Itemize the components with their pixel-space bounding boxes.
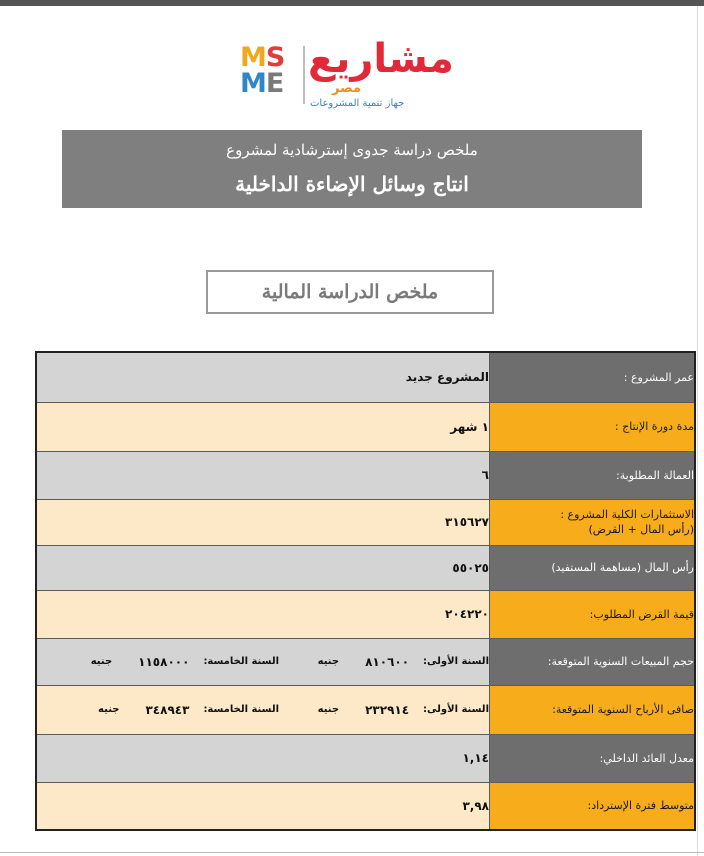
page-edge xyxy=(697,6,698,856)
row-value: ١ شهر xyxy=(36,402,490,451)
logo-letter: M xyxy=(240,68,266,99)
year1-label: السنة الأولى: xyxy=(423,656,489,667)
logo-divider xyxy=(303,46,305,104)
row-label: مدة دورة الإنتاج : xyxy=(490,402,696,451)
page-bottom-line xyxy=(0,852,704,853)
section-title: ملخص الدراسة المالية xyxy=(206,270,494,314)
header-subtitle: ملخص دراسة جدوى إسترشادية لمشروع xyxy=(226,141,478,159)
year1-label: السنة الأولى: xyxy=(423,704,489,715)
table-row xyxy=(36,352,695,402)
logo-letter: E xyxy=(265,68,284,99)
row-label xyxy=(490,499,696,545)
year1-value: ٢٣٢٩١٤ xyxy=(365,702,410,717)
row-value: ١,١٤ xyxy=(36,734,490,782)
row-label-note: (رأس المال + القرض) xyxy=(588,523,694,536)
row-value: ٥٥٠٢٥ xyxy=(36,545,490,590)
table-row xyxy=(36,590,695,638)
logo-subtext: مصر xyxy=(332,81,361,96)
year5-group xyxy=(98,703,279,717)
year5-unit: جنيه xyxy=(90,656,113,667)
row-label: عمر المشروع : xyxy=(490,352,696,402)
row-label: صافى الأرباح السنوية المتوقعة: xyxy=(490,685,696,734)
table-row xyxy=(36,638,695,685)
row-value: ٣,٩٨ xyxy=(36,782,490,830)
table-row xyxy=(36,734,695,782)
msme-logo xyxy=(240,36,470,112)
year5-value: ١١٥٨٠٠٠ xyxy=(138,654,190,669)
row-value: ٢٠٤٢٢٠ xyxy=(36,590,490,638)
year5-unit: جنيه xyxy=(98,704,120,715)
table-row xyxy=(36,685,695,734)
table-row xyxy=(36,451,695,499)
row-value: ٦ xyxy=(36,451,490,499)
header-banner xyxy=(62,130,642,208)
top-bar xyxy=(0,0,704,6)
row-label: قيمة القرض المطلوب: xyxy=(490,590,696,638)
logo-letter: M xyxy=(240,42,266,73)
row-value xyxy=(36,638,490,685)
year5-value: ٣٤٨٩٤٣ xyxy=(145,702,190,717)
year1-unit: جنيه xyxy=(317,656,340,667)
year1-group xyxy=(279,655,489,669)
year1-group xyxy=(279,703,489,717)
row-label: معدل العائد الداخلي: xyxy=(490,734,696,782)
year5-group xyxy=(91,655,279,669)
row-label: العمالة المطلوبة: xyxy=(490,451,696,499)
logo-letter: S xyxy=(265,42,285,73)
row-label-line: الاستثمارات الكلية المشروع : xyxy=(560,508,694,521)
row-value xyxy=(36,685,490,734)
table-row xyxy=(36,782,695,830)
table-row xyxy=(36,402,695,451)
table-row xyxy=(36,545,695,590)
year5-label: السنة الخامسة: xyxy=(203,704,279,715)
row-value: المشروع جديد xyxy=(36,352,490,402)
logo-brand-text: مشاريع xyxy=(308,36,454,82)
year5-label: السنة الخامسة: xyxy=(203,656,279,667)
header-title: انتاج وسائل الإضاءة الداخلية xyxy=(235,172,469,196)
row-value: ٣١٥٦٢٧ xyxy=(36,499,490,545)
year1-unit: جنيه xyxy=(317,704,340,715)
row-label: متوسط فترة الإسترداد: xyxy=(490,782,696,830)
msme-letters xyxy=(240,42,298,99)
table-row xyxy=(36,499,695,545)
year1-value: ٨١٠٦٠٠ xyxy=(365,654,410,669)
row-label: حجم المبيعات السنوية المتوقعة: xyxy=(490,638,696,685)
row-label: رأس المال (مساهمة المستفيد) xyxy=(490,545,696,590)
logo-tagline: جهاز تنمية المشروعات xyxy=(310,98,405,109)
financial-summary-table xyxy=(35,351,696,831)
